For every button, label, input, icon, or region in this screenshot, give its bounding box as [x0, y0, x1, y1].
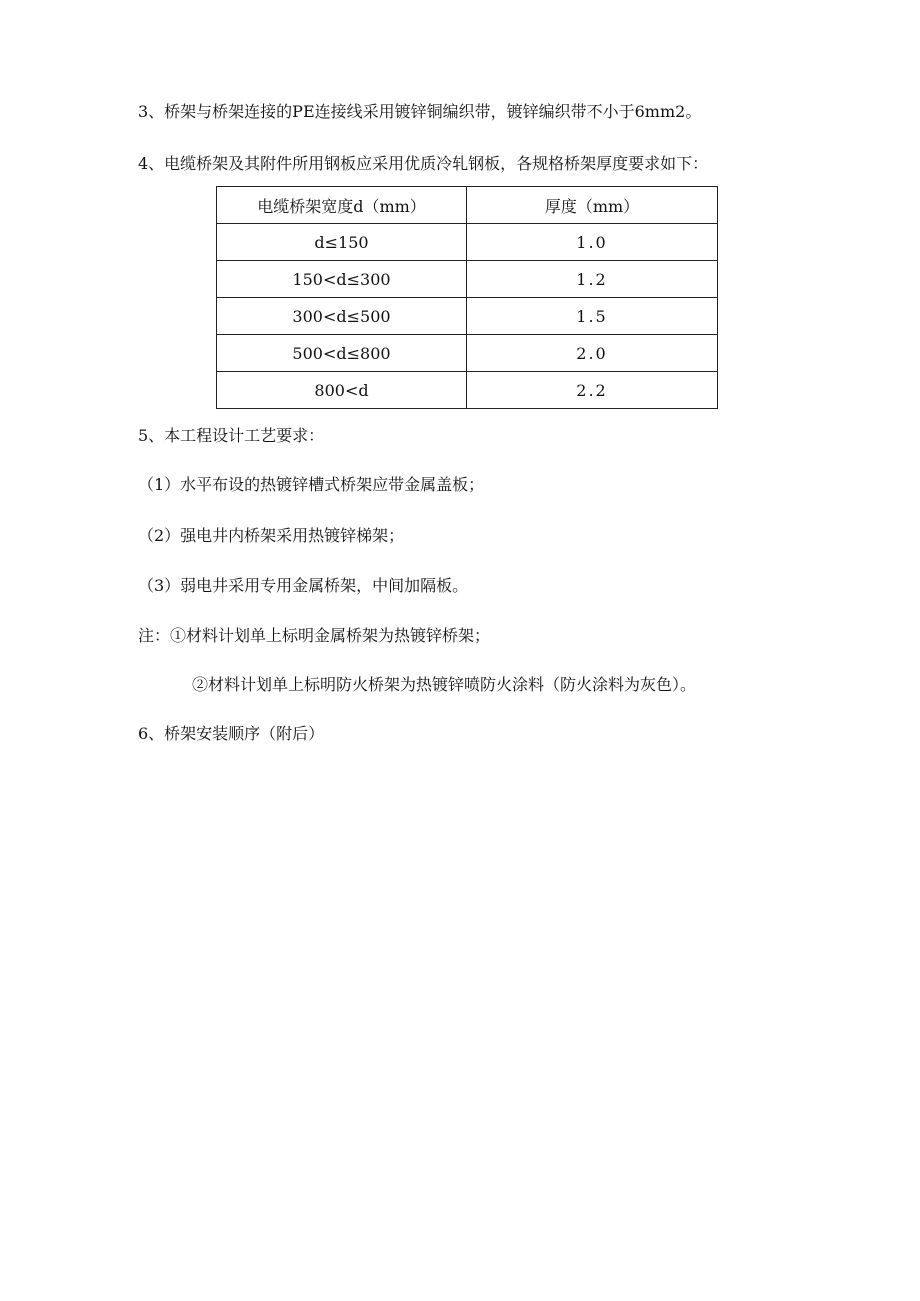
paragraph-4: 4、电缆桥架及其附件所用钢板应采用优质冷轧钢板，各规格桥架厚度要求如下：: [138, 154, 709, 173]
header-width: 电缆桥架宽度d（mm）: [217, 187, 467, 224]
cell-width: 800<d: [217, 372, 467, 409]
table-row: [217, 335, 718, 372]
header-thickness: 厚度（mm）: [467, 187, 718, 224]
requirement-1: （1）水平布设的热镀锌槽式桥架应带金属盖板；: [138, 475, 485, 494]
table-row: [217, 261, 718, 298]
table-row: [217, 372, 718, 409]
cell-thickness: 1.0: [467, 224, 718, 261]
requirement-3: （3）弱电井采用专用金属桥架，中间加隔板。: [138, 576, 469, 595]
note-1: 注：①材料计划单上标明金属桥架为热镀锌桥架；: [138, 626, 491, 645]
cell-thickness: 2.2: [467, 372, 718, 409]
cell-thickness: 1.5: [467, 298, 718, 335]
note-2: ②材料计划单上标明防火桥架为热镀锌喷防火涂料（防火涂料为灰色）。: [192, 675, 697, 694]
table-row: [217, 224, 718, 261]
cell-thickness: 1.2: [467, 261, 718, 298]
table-row: [217, 298, 718, 335]
cell-width: 300<d≤500: [217, 298, 467, 335]
cell-thickness: 2.0: [467, 335, 718, 372]
paragraph-5: 5、本工程设计工艺要求：: [138, 426, 325, 445]
cell-width: d≤150: [217, 224, 467, 261]
table-header-row: [217, 187, 718, 224]
cell-width: 500<d≤800: [217, 335, 467, 372]
paragraph-6: 6、桥架安装顺序（附后）: [138, 724, 325, 743]
thickness-table: [216, 186, 718, 409]
paragraph-3: 3、桥架与桥架连接的PE连接线采用镀锌铜编织带，镀锌编织带不小于6mm2。: [138, 102, 702, 121]
cell-width: 150<d≤300: [217, 261, 467, 298]
requirement-2: （2）强电井内桥架采用热镀锌梯架；: [138, 526, 405, 545]
